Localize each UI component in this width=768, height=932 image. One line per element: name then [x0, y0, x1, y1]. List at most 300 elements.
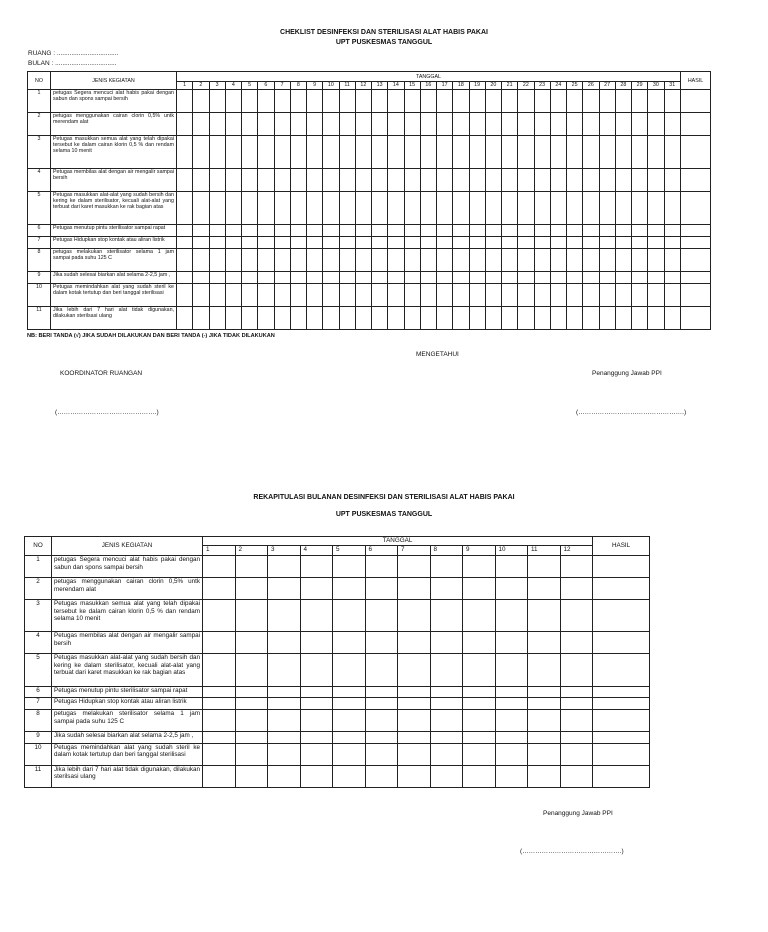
check-cell[interactable]	[485, 307, 501, 330]
check-cell[interactable]	[495, 732, 528, 744]
check-cell[interactable]	[469, 237, 485, 249]
check-cell[interactable]	[300, 743, 333, 765]
check-cell[interactable]	[209, 191, 225, 224]
check-cell[interactable]	[495, 600, 528, 632]
check-cell[interactable]	[469, 307, 485, 330]
check-cell[interactable]	[365, 765, 398, 787]
check-cell[interactable]	[323, 112, 339, 135]
check-cell[interactable]	[404, 90, 420, 113]
check-cell[interactable]	[560, 732, 593, 744]
check-cell[interactable]	[485, 90, 501, 113]
check-cell[interactable]	[268, 765, 301, 787]
check-cell[interactable]	[560, 632, 593, 654]
check-cell[interactable]	[323, 249, 339, 272]
hasil-cell[interactable]	[681, 135, 711, 168]
check-cell[interactable]	[209, 237, 225, 249]
check-cell[interactable]	[323, 237, 339, 249]
check-cell[interactable]	[495, 710, 528, 732]
check-cell[interactable]	[258, 284, 274, 307]
check-cell[interactable]	[225, 135, 241, 168]
check-cell[interactable]	[528, 710, 561, 732]
check-cell[interactable]	[193, 224, 209, 236]
check-cell[interactable]	[290, 237, 306, 249]
check-cell[interactable]	[355, 307, 371, 330]
check-cell[interactable]	[242, 112, 258, 135]
check-cell[interactable]	[437, 224, 453, 236]
check-cell[interactable]	[648, 112, 664, 135]
check-cell[interactable]	[274, 112, 290, 135]
check-cell[interactable]	[560, 654, 593, 686]
check-cell[interactable]	[437, 90, 453, 113]
check-cell[interactable]	[268, 654, 301, 686]
check-cell[interactable]	[365, 578, 398, 600]
check-cell[interactable]	[225, 168, 241, 191]
check-cell[interactable]	[177, 237, 193, 249]
check-cell[interactable]	[469, 272, 485, 284]
hasil-cell[interactable]	[681, 249, 711, 272]
check-cell[interactable]	[495, 632, 528, 654]
hasil-cell[interactable]	[593, 556, 650, 578]
check-cell[interactable]	[567, 112, 583, 135]
check-cell[interactable]	[290, 112, 306, 135]
check-cell[interactable]	[193, 284, 209, 307]
check-cell[interactable]	[502, 272, 518, 284]
check-cell[interactable]	[648, 224, 664, 236]
check-cell[interactable]	[339, 307, 355, 330]
check-cell[interactable]	[615, 168, 631, 191]
check-cell[interactable]	[567, 191, 583, 224]
check-cell[interactable]	[469, 249, 485, 272]
check-cell[interactable]	[632, 284, 648, 307]
check-cell[interactable]	[225, 191, 241, 224]
check-cell[interactable]	[242, 307, 258, 330]
check-cell[interactable]	[430, 600, 463, 632]
check-cell[interactable]	[463, 686, 496, 698]
check-cell[interactable]	[258, 135, 274, 168]
check-cell[interactable]	[333, 698, 366, 710]
check-cell[interactable]	[534, 168, 550, 191]
check-cell[interactable]	[225, 224, 241, 236]
check-cell[interactable]	[209, 272, 225, 284]
check-cell[interactable]	[300, 578, 333, 600]
check-cell[interactable]	[502, 112, 518, 135]
check-cell[interactable]	[258, 272, 274, 284]
check-cell[interactable]	[550, 90, 566, 113]
check-cell[interactable]	[664, 168, 681, 191]
check-cell[interactable]	[518, 112, 534, 135]
check-cell[interactable]	[355, 90, 371, 113]
check-cell[interactable]	[258, 249, 274, 272]
check-cell[interactable]	[453, 249, 469, 272]
check-cell[interactable]	[365, 654, 398, 686]
check-cell[interactable]	[430, 732, 463, 744]
check-cell[interactable]	[307, 135, 323, 168]
check-cell[interactable]	[560, 743, 593, 765]
check-cell[interactable]	[518, 272, 534, 284]
check-cell[interactable]	[242, 168, 258, 191]
check-cell[interactable]	[355, 249, 371, 272]
check-cell[interactable]	[469, 224, 485, 236]
check-cell[interactable]	[583, 224, 599, 236]
check-cell[interactable]	[599, 307, 615, 330]
check-cell[interactable]	[274, 272, 290, 284]
check-cell[interactable]	[550, 224, 566, 236]
check-cell[interactable]	[485, 284, 501, 307]
check-cell[interactable]	[430, 686, 463, 698]
check-cell[interactable]	[372, 112, 388, 135]
check-cell[interactable]	[242, 284, 258, 307]
check-cell[interactable]	[307, 168, 323, 191]
check-cell[interactable]	[290, 249, 306, 272]
check-cell[interactable]	[534, 307, 550, 330]
check-cell[interactable]	[235, 710, 268, 732]
check-cell[interactable]	[290, 191, 306, 224]
check-cell[interactable]	[258, 90, 274, 113]
check-cell[interactable]	[615, 112, 631, 135]
check-cell[interactable]	[599, 90, 615, 113]
check-cell[interactable]	[300, 710, 333, 732]
check-cell[interactable]	[177, 284, 193, 307]
check-cell[interactable]	[242, 249, 258, 272]
check-cell[interactable]	[502, 307, 518, 330]
check-cell[interactable]	[567, 249, 583, 272]
check-cell[interactable]	[664, 135, 681, 168]
check-cell[interactable]	[177, 191, 193, 224]
check-cell[interactable]	[268, 600, 301, 632]
check-cell[interactable]	[632, 307, 648, 330]
check-cell[interactable]	[177, 249, 193, 272]
check-cell[interactable]	[177, 224, 193, 236]
check-cell[interactable]	[583, 307, 599, 330]
check-cell[interactable]	[365, 698, 398, 710]
check-cell[interactable]	[453, 284, 469, 307]
check-cell[interactable]	[502, 90, 518, 113]
check-cell[interactable]	[290, 135, 306, 168]
check-cell[interactable]	[599, 272, 615, 284]
check-cell[interactable]	[365, 743, 398, 765]
check-cell[interactable]	[404, 112, 420, 135]
hasil-cell[interactable]	[681, 112, 711, 135]
check-cell[interactable]	[225, 249, 241, 272]
check-cell[interactable]	[615, 224, 631, 236]
check-cell[interactable]	[648, 307, 664, 330]
check-cell[interactable]	[550, 237, 566, 249]
check-cell[interactable]	[290, 272, 306, 284]
check-cell[interactable]	[518, 191, 534, 224]
hasil-cell[interactable]	[681, 272, 711, 284]
check-cell[interactable]	[560, 686, 593, 698]
check-cell[interactable]	[534, 237, 550, 249]
check-cell[interactable]	[355, 135, 371, 168]
check-cell[interactable]	[388, 272, 404, 284]
check-cell[interactable]	[203, 710, 236, 732]
check-cell[interactable]	[437, 191, 453, 224]
check-cell[interactable]	[648, 249, 664, 272]
check-cell[interactable]	[664, 272, 681, 284]
check-cell[interactable]	[203, 686, 236, 698]
check-cell[interactable]	[355, 168, 371, 191]
check-cell[interactable]	[599, 112, 615, 135]
check-cell[interactable]	[534, 224, 550, 236]
check-cell[interactable]	[469, 135, 485, 168]
check-cell[interactable]	[225, 112, 241, 135]
check-cell[interactable]	[235, 743, 268, 765]
check-cell[interactable]	[209, 90, 225, 113]
check-cell[interactable]	[599, 237, 615, 249]
check-cell[interactable]	[495, 743, 528, 765]
hasil-cell[interactable]	[593, 654, 650, 686]
check-cell[interactable]	[560, 578, 593, 600]
check-cell[interactable]	[355, 224, 371, 236]
check-cell[interactable]	[355, 191, 371, 224]
check-cell[interactable]	[268, 578, 301, 600]
check-cell[interactable]	[420, 237, 436, 249]
check-cell[interactable]	[502, 191, 518, 224]
check-cell[interactable]	[193, 191, 209, 224]
check-cell[interactable]	[290, 224, 306, 236]
check-cell[interactable]	[567, 237, 583, 249]
check-cell[interactable]	[528, 698, 561, 710]
check-cell[interactable]	[437, 135, 453, 168]
check-cell[interactable]	[355, 284, 371, 307]
check-cell[interactable]	[372, 272, 388, 284]
check-cell[interactable]	[469, 112, 485, 135]
check-cell[interactable]	[339, 249, 355, 272]
check-cell[interactable]	[502, 224, 518, 236]
check-cell[interactable]	[274, 284, 290, 307]
check-cell[interactable]	[339, 272, 355, 284]
check-cell[interactable]	[290, 168, 306, 191]
check-cell[interactable]	[258, 112, 274, 135]
check-cell[interactable]	[372, 90, 388, 113]
check-cell[interactable]	[258, 224, 274, 236]
check-cell[interactable]	[307, 224, 323, 236]
check-cell[interactable]	[274, 224, 290, 236]
check-cell[interactable]	[469, 284, 485, 307]
check-cell[interactable]	[323, 168, 339, 191]
check-cell[interactable]	[398, 654, 431, 686]
check-cell[interactable]	[193, 135, 209, 168]
check-cell[interactable]	[430, 710, 463, 732]
check-cell[interactable]	[274, 237, 290, 249]
check-cell[interactable]	[560, 710, 593, 732]
hasil-cell[interactable]	[593, 732, 650, 744]
check-cell[interactable]	[307, 90, 323, 113]
check-cell[interactable]	[398, 765, 431, 787]
check-cell[interactable]	[274, 90, 290, 113]
check-cell[interactable]	[560, 765, 593, 787]
hasil-cell[interactable]	[681, 237, 711, 249]
check-cell[interactable]	[430, 698, 463, 710]
check-cell[interactable]	[528, 632, 561, 654]
check-cell[interactable]	[485, 237, 501, 249]
check-cell[interactable]	[485, 135, 501, 168]
check-cell[interactable]	[485, 112, 501, 135]
check-cell[interactable]	[268, 710, 301, 732]
hasil-cell[interactable]	[593, 698, 650, 710]
check-cell[interactable]	[430, 632, 463, 654]
check-cell[interactable]	[333, 732, 366, 744]
check-cell[interactable]	[632, 90, 648, 113]
check-cell[interactable]	[567, 224, 583, 236]
check-cell[interactable]	[209, 112, 225, 135]
check-cell[interactable]	[420, 168, 436, 191]
check-cell[interactable]	[615, 237, 631, 249]
check-cell[interactable]	[567, 135, 583, 168]
check-cell[interactable]	[502, 135, 518, 168]
check-cell[interactable]	[203, 600, 236, 632]
check-cell[interactable]	[469, 90, 485, 113]
check-cell[interactable]	[307, 272, 323, 284]
check-cell[interactable]	[235, 556, 268, 578]
check-cell[interactable]	[518, 249, 534, 272]
check-cell[interactable]	[177, 168, 193, 191]
check-cell[interactable]	[534, 112, 550, 135]
check-cell[interactable]	[203, 654, 236, 686]
check-cell[interactable]	[583, 284, 599, 307]
check-cell[interactable]	[274, 191, 290, 224]
check-cell[interactable]	[225, 237, 241, 249]
check-cell[interactable]	[437, 272, 453, 284]
check-cell[interactable]	[404, 224, 420, 236]
check-cell[interactable]	[437, 249, 453, 272]
check-cell[interactable]	[495, 578, 528, 600]
check-cell[interactable]	[550, 249, 566, 272]
check-cell[interactable]	[323, 90, 339, 113]
check-cell[interactable]	[307, 237, 323, 249]
check-cell[interactable]	[307, 249, 323, 272]
check-cell[interactable]	[355, 112, 371, 135]
check-cell[interactable]	[485, 249, 501, 272]
check-cell[interactable]	[339, 90, 355, 113]
check-cell[interactable]	[648, 284, 664, 307]
check-cell[interactable]	[177, 135, 193, 168]
check-cell[interactable]	[258, 307, 274, 330]
check-cell[interactable]	[528, 732, 561, 744]
check-cell[interactable]	[323, 307, 339, 330]
check-cell[interactable]	[333, 765, 366, 787]
check-cell[interactable]	[242, 237, 258, 249]
check-cell[interactable]	[323, 191, 339, 224]
check-cell[interactable]	[225, 284, 241, 307]
check-cell[interactable]	[453, 168, 469, 191]
check-cell[interactable]	[430, 578, 463, 600]
check-cell[interactable]	[398, 698, 431, 710]
check-cell[interactable]	[203, 732, 236, 744]
check-cell[interactable]	[583, 168, 599, 191]
check-cell[interactable]	[203, 556, 236, 578]
check-cell[interactable]	[193, 90, 209, 113]
check-cell[interactable]	[300, 654, 333, 686]
check-cell[interactable]	[209, 307, 225, 330]
check-cell[interactable]	[485, 272, 501, 284]
check-cell[interactable]	[599, 191, 615, 224]
check-cell[interactable]	[339, 135, 355, 168]
check-cell[interactable]	[203, 578, 236, 600]
check-cell[interactable]	[333, 578, 366, 600]
check-cell[interactable]	[274, 168, 290, 191]
check-cell[interactable]	[528, 556, 561, 578]
check-cell[interactable]	[355, 237, 371, 249]
check-cell[interactable]	[664, 249, 681, 272]
check-cell[interactable]	[583, 191, 599, 224]
check-cell[interactable]	[177, 272, 193, 284]
check-cell[interactable]	[372, 284, 388, 307]
check-cell[interactable]	[615, 284, 631, 307]
check-cell[interactable]	[632, 224, 648, 236]
check-cell[interactable]	[469, 191, 485, 224]
check-cell[interactable]	[372, 135, 388, 168]
check-cell[interactable]	[209, 135, 225, 168]
check-cell[interactable]	[495, 686, 528, 698]
check-cell[interactable]	[398, 600, 431, 632]
check-cell[interactable]	[209, 249, 225, 272]
check-cell[interactable]	[534, 249, 550, 272]
check-cell[interactable]	[398, 632, 431, 654]
check-cell[interactable]	[567, 90, 583, 113]
check-cell[interactable]	[648, 272, 664, 284]
check-cell[interactable]	[430, 765, 463, 787]
check-cell[interactable]	[274, 135, 290, 168]
check-cell[interactable]	[528, 600, 561, 632]
check-cell[interactable]	[333, 556, 366, 578]
check-cell[interactable]	[534, 191, 550, 224]
check-cell[interactable]	[518, 284, 534, 307]
check-cell[interactable]	[599, 249, 615, 272]
check-cell[interactable]	[372, 191, 388, 224]
check-cell[interactable]	[307, 191, 323, 224]
check-cell[interactable]	[648, 237, 664, 249]
check-cell[interactable]	[599, 168, 615, 191]
check-cell[interactable]	[485, 224, 501, 236]
check-cell[interactable]	[615, 135, 631, 168]
check-cell[interactable]	[333, 600, 366, 632]
check-cell[interactable]	[339, 168, 355, 191]
check-cell[interactable]	[404, 272, 420, 284]
hasil-cell[interactable]	[681, 191, 711, 224]
check-cell[interactable]	[235, 654, 268, 686]
hasil-cell[interactable]	[593, 743, 650, 765]
check-cell[interactable]	[583, 90, 599, 113]
check-cell[interactable]	[453, 307, 469, 330]
check-cell[interactable]	[203, 743, 236, 765]
check-cell[interactable]	[274, 249, 290, 272]
check-cell[interactable]	[632, 112, 648, 135]
check-cell[interactable]	[372, 307, 388, 330]
check-cell[interactable]	[583, 237, 599, 249]
check-cell[interactable]	[235, 578, 268, 600]
check-cell[interactable]	[177, 307, 193, 330]
check-cell[interactable]	[463, 600, 496, 632]
hasil-cell[interactable]	[681, 90, 711, 113]
check-cell[interactable]	[453, 191, 469, 224]
check-cell[interactable]	[648, 90, 664, 113]
check-cell[interactable]	[333, 654, 366, 686]
check-cell[interactable]	[485, 168, 501, 191]
check-cell[interactable]	[274, 307, 290, 330]
check-cell[interactable]	[300, 698, 333, 710]
check-cell[interactable]	[420, 135, 436, 168]
check-cell[interactable]	[485, 191, 501, 224]
check-cell[interactable]	[235, 732, 268, 744]
check-cell[interactable]	[339, 224, 355, 236]
check-cell[interactable]	[235, 765, 268, 787]
check-cell[interactable]	[437, 168, 453, 191]
check-cell[interactable]	[365, 686, 398, 698]
check-cell[interactable]	[177, 112, 193, 135]
check-cell[interactable]	[388, 135, 404, 168]
check-cell[interactable]	[420, 284, 436, 307]
